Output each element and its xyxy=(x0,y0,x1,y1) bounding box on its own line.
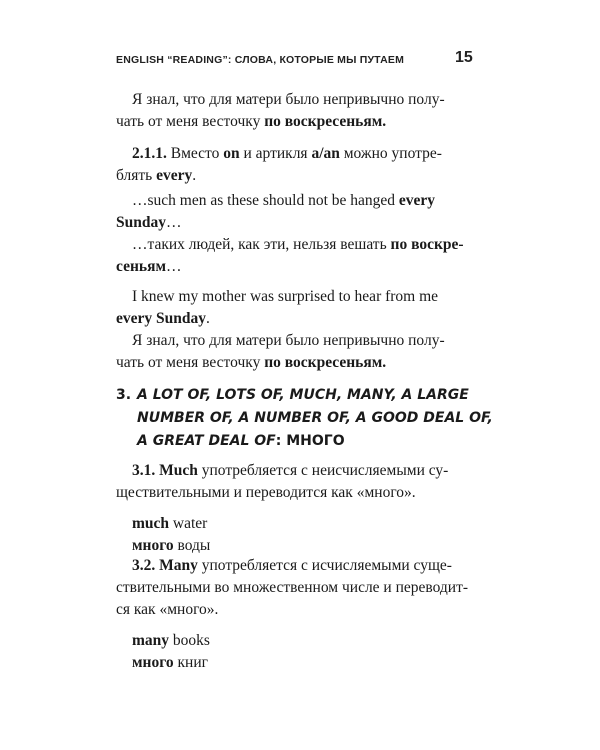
section-number: 3.2. xyxy=(132,557,156,574)
section-2-1-1 xyxy=(116,143,486,374)
bold-span: every Sunday xyxy=(116,310,206,327)
example-english xyxy=(116,286,486,330)
text-span: чать от меня весточку xyxy=(116,113,265,130)
text-span: …such men as these should not be hanged xyxy=(132,192,399,209)
text-line xyxy=(116,165,486,187)
bold-span: every xyxy=(398,192,436,209)
text-span: water xyxy=(169,515,208,532)
bold-span: много xyxy=(132,537,174,554)
heading-line: A LOT OF, LOTS OF, MUCH, MANY, A LARGE xyxy=(137,387,469,403)
bold-span: on xyxy=(223,145,240,162)
text-line: ся как «много». xyxy=(116,601,219,618)
intro-translation xyxy=(116,89,486,133)
bold-span: по воскре- xyxy=(390,236,464,253)
text-span: A GREAT DEAL OF xyxy=(137,433,276,449)
section-3-2 xyxy=(116,555,486,674)
bold-span: по воскресеньям. xyxy=(264,113,387,130)
example-english xyxy=(116,190,486,234)
text-span: и артикля xyxy=(239,145,312,162)
example-english xyxy=(116,630,486,652)
section-3-1 xyxy=(116,460,486,557)
text-span: books xyxy=(169,632,210,649)
text-span: можно употре- xyxy=(339,145,442,162)
section-intro xyxy=(116,143,486,165)
text-span: употребляется с исчисляемыми суще- xyxy=(197,557,452,574)
section-number: 3. xyxy=(116,387,132,403)
text-span: чать от меня весточку xyxy=(116,354,265,371)
text-span: Я знал, что для матери было непривычно полу- xyxy=(132,332,445,349)
bold-span: много xyxy=(132,654,174,671)
example-russian xyxy=(116,535,486,557)
text-span: . xyxy=(192,167,197,184)
heading-line: NUMBER OF, A NUMBER OF, A GOOD DEAL OF, xyxy=(137,410,493,426)
bold-span: much xyxy=(132,515,170,532)
text-span: блять xyxy=(116,167,157,184)
text-line: Я знал, что для матери было непривычно полу- xyxy=(132,91,445,108)
section-number: 3.1. xyxy=(132,462,156,479)
text-line: ществительными и переводится как «много». xyxy=(116,484,416,501)
section-3-heading xyxy=(116,384,496,453)
bold-span: a/an xyxy=(311,145,340,162)
text-span: употребляется с неисчисляемыми су- xyxy=(197,462,449,479)
page-number: 15 xyxy=(455,49,473,66)
text-span: I knew my mother was surprised to hear from me xyxy=(132,288,439,305)
text-span: … xyxy=(166,258,182,275)
example-russian xyxy=(116,234,486,278)
text-span: … xyxy=(165,214,182,231)
bold-span: every xyxy=(156,167,193,184)
section-number: 2.1.1. xyxy=(132,145,167,162)
section-intro xyxy=(116,460,486,482)
bold-span: сеньям xyxy=(116,258,167,275)
text-span: Вместо xyxy=(166,145,224,162)
text-line xyxy=(116,111,486,133)
example-english xyxy=(116,513,486,535)
text-span: . xyxy=(206,310,210,327)
section-intro xyxy=(116,555,486,577)
text-span: книг xyxy=(173,654,209,671)
bold-span: many xyxy=(132,632,170,649)
text-span: : МНОГО xyxy=(275,433,345,449)
running-head: ENGLISH “READING”: СЛОВА, КОТОРЫЕ МЫ ПУТАЕМ xyxy=(116,54,405,66)
bold-span: Much xyxy=(159,462,198,479)
text-span: …таких людей, как эти, нельзя вешать xyxy=(132,236,391,253)
example-russian xyxy=(116,652,486,674)
example-russian xyxy=(116,330,486,374)
bold-span: Sunday xyxy=(116,214,166,231)
bold-span: по воскресеньям. xyxy=(264,354,387,371)
heading-line xyxy=(137,430,496,453)
text-span: воды xyxy=(173,537,211,554)
bold-span: Many xyxy=(159,557,198,574)
text-line: ствительными во множественном числе и переводит- xyxy=(116,579,469,596)
